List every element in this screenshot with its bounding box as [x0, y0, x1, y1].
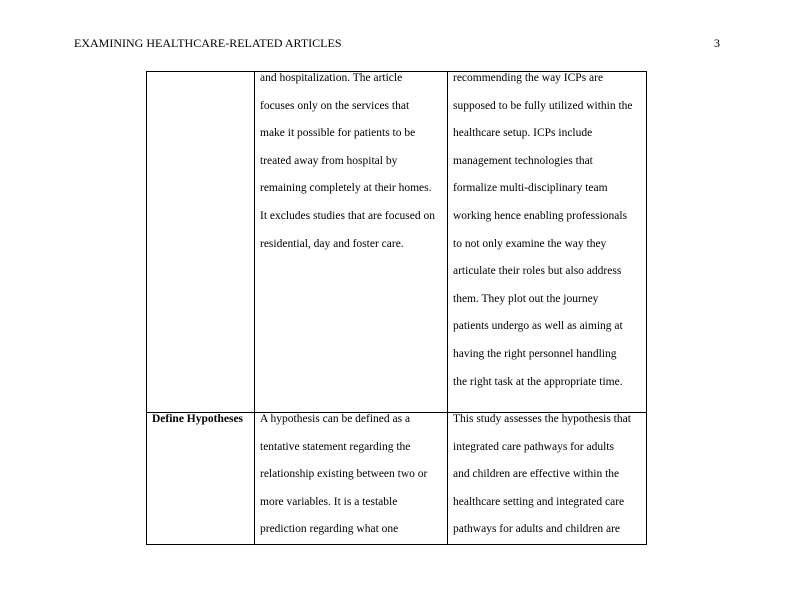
row-label-cell [147, 72, 255, 413]
text-line: treated away from hospital by [260, 154, 398, 167]
text-line: more variables. It is a testable [260, 495, 398, 508]
text-line: tentative statement regarding the [260, 440, 411, 453]
text-line: make it possible for patients to be [260, 127, 416, 140]
table-row [147, 72, 647, 413]
text-line: focuses only on the services that [260, 99, 410, 112]
text-line: and children are effective within the [453, 468, 620, 481]
text-line: remaining completely at their homes. [260, 182, 432, 195]
row-label: Define Hypotheses [152, 413, 244, 425]
text-line: them. They plot out the journey [453, 292, 599, 305]
text-line: It excludes studies that are focused on [260, 209, 435, 222]
running-header-title: EXAMINING HEALTHCARE-RELATED ARTICLES [74, 36, 342, 50]
article-notes-cell [448, 413, 647, 545]
text-line: relationship existing between two or [260, 468, 428, 481]
table-row [147, 413, 647, 545]
text-line: A hypothesis can be defined as a [260, 413, 411, 425]
text-line: working hence enabling professionals [453, 209, 628, 222]
text-line: healthcare setting and integrated care [453, 495, 625, 508]
text-line: integrated care pathways for adults [453, 440, 614, 453]
article-analysis-table [146, 71, 647, 545]
text-line: articulate their roles but also address [453, 265, 622, 278]
text-line: recommending the way ICPs are [453, 72, 604, 84]
text-line: healthcare setup. ICPs include [453, 127, 593, 140]
text-line: This study assesses the hypothesis that [453, 413, 631, 425]
row-label-cell [147, 413, 255, 545]
text-line: having the right personnel handling [453, 347, 617, 360]
text-line: management technologies that [453, 154, 593, 167]
text-line: and hospitalization. The article [260, 72, 403, 84]
text-line: the right task at the appropriate time. [453, 375, 623, 388]
text-line: formalize multi-disciplinary team [453, 182, 608, 195]
description-cell [255, 413, 448, 545]
text-line: residential, day and foster care. [260, 237, 404, 250]
article-notes-cell [448, 72, 647, 413]
text-line: patients undergo as well as aiming at [453, 320, 623, 333]
text-line: supposed to be fully utilized within the [453, 99, 633, 112]
text-line: prediction regarding what one [260, 523, 399, 536]
page-number: 3 [714, 36, 720, 50]
text-line: pathways for adults and children are [453, 523, 621, 536]
text-line: to not only examine the way they [453, 237, 607, 250]
description-cell [255, 72, 448, 413]
